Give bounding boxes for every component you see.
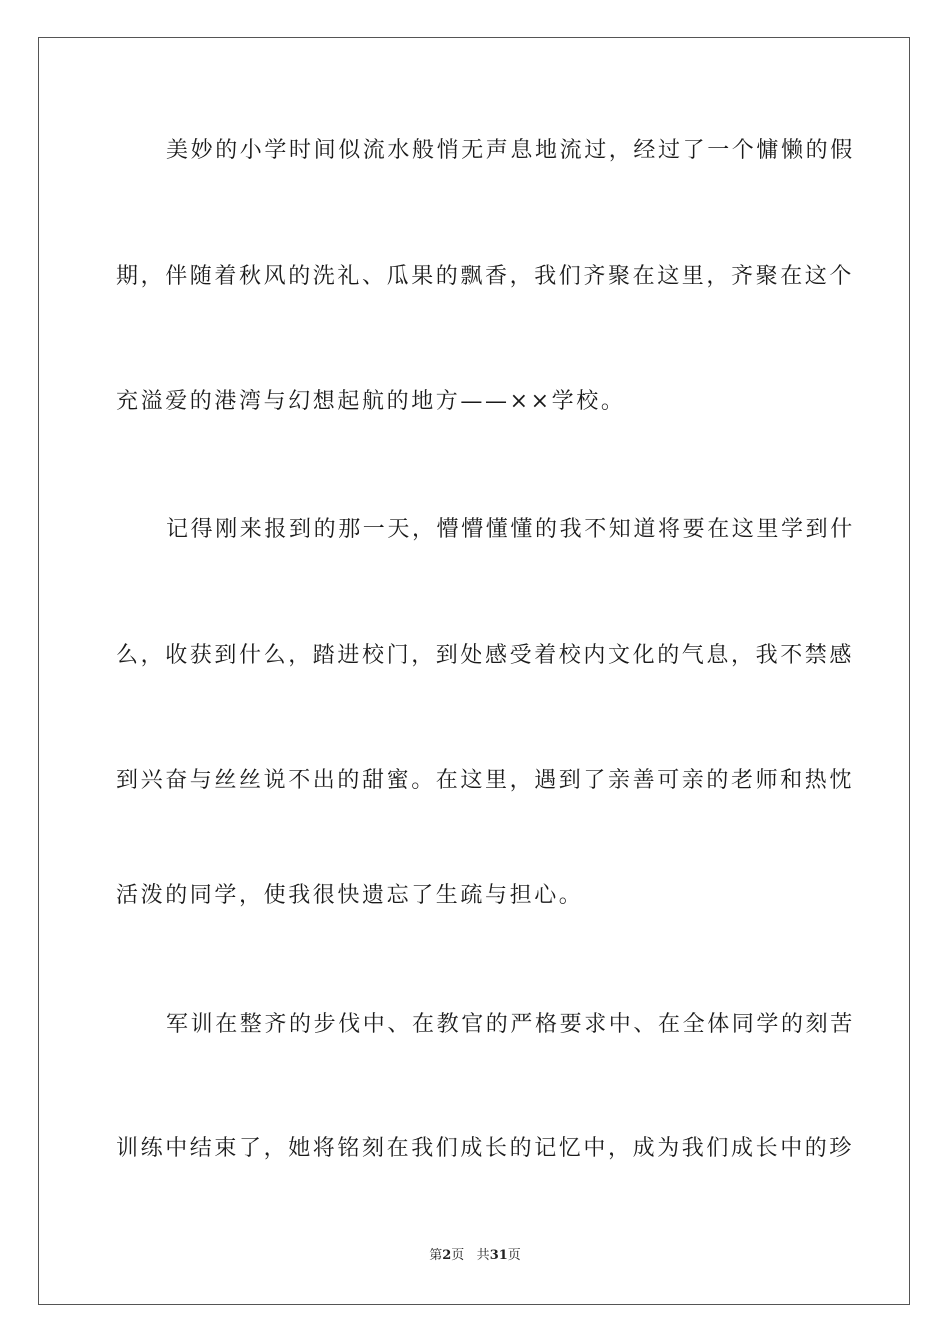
page-number: 2 [442,1248,452,1263]
text-line: 期，伴随着秋风的洗礼、瓜果的飘香，我们齐聚在这里，齐聚在这个 [116,264,855,289]
total-suffix: 页 [507,1248,521,1263]
page-border [38,37,910,1305]
text-line: 充溢爱的港湾与幻想起航的地方——××学校。 [116,389,626,414]
text-line: 么，收获到什么，踏进校门，到处感受着校内文化的气息，我不禁感 [116,643,855,668]
total-pages: 31 [489,1248,508,1263]
page-prefix: 第 [429,1248,443,1263]
page-suffix: 页 [451,1248,465,1263]
text-line: 美妙的小学时间似流水般悄无声息地流过，经过了一个慵懒的假 [166,138,855,163]
total-prefix: 共 [476,1248,490,1263]
text-line: 军训在整齐的步伐中、在教官的严格要求中、在全体同学的刻苦 [166,1012,855,1037]
text-line: 活泼的同学，使我很快遗忘了生疏与担心。 [116,883,584,908]
text-line: 训练中结束了，她将铭刻在我们成长的记忆中，成为我们成长中的珍 [116,1136,855,1161]
page-footer [0,1247,950,1265]
text-line: 到兴奋与丝丝说不出的甜蜜。在这里，遇到了亲善可亲的老师和热忱 [116,768,855,793]
text-line: 记得刚来报到的那一天，懵懵懂懂的我不知道将要在这里学到什 [166,517,855,542]
